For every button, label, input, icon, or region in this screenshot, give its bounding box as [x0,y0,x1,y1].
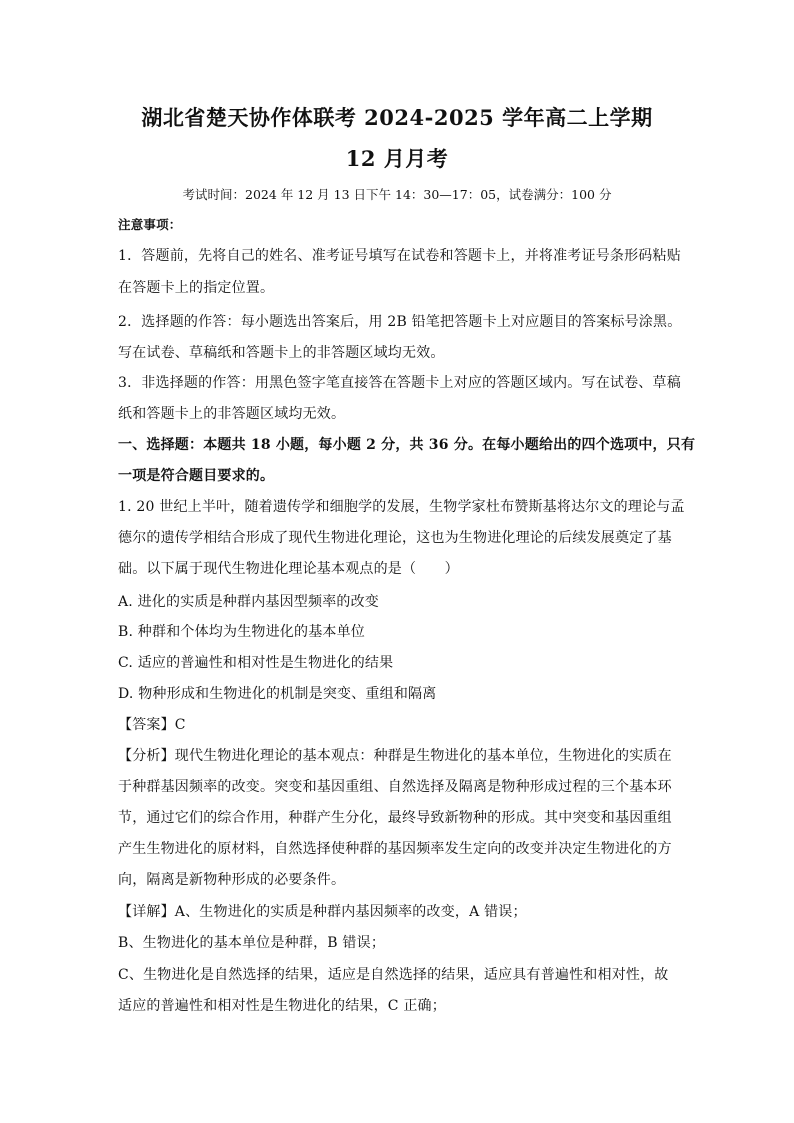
analysis-line: 【分析】现代生物进化理论的基本观点：种群是生物进化的基本单位，生物进化的实质在 [118,748,672,764]
notice-line: 在答题卡上的指定位置。 [118,280,275,296]
notice-heading: 注意事项： [118,217,182,232]
explanation-line: 适应的普遍性和相对性是生物进化的结果，C 正确； [118,998,446,1014]
exam-time-info: 考试时间：2024 年 12 月 13 日下午 14：30—17：05，试卷满分：100 分 [182,187,612,202]
explanation-line: 【详解】A、生物进化的实质是种群内基因频率的改变，A 错误； [118,904,527,920]
notice-line: 纸和答题卡上的非答题区域均无效。 [118,406,346,422]
option-a: A. 进化的实质是种群内基因型频率的改变 [118,594,380,610]
question-stem: 1. 20 世纪上半叶，随着遗传学和细胞学的发展，生物学家杜布赞斯基将达尔文的理论与孟 [118,499,685,515]
question-stem: 础。以下属于现代生物进化理论基本观点的是（ ） [118,561,459,577]
analysis-line: 节，通过它们的综合作用，种群产生分化，最终导致新物种的形成。其中突变和基因重组 [118,810,672,826]
analysis-line: 于种群基因频率的改变。突变和基因重组、自然选择及隔离是物种形成过程的三个基本环 [118,779,672,795]
option-d: D. 物种形成和生物进化的机制是突变、重组和隔离 [118,686,437,702]
section-heading: 一项是符合题目要求的。 [118,468,275,484]
analysis-line: 向，隔离是新物种形成的必要条件。 [118,872,346,888]
analysis-line: 产生生物进化的原材料，自然选择使种群的基因频率发生定向的改变并决定生物进化的方 [118,841,672,857]
exam-title-line2: 12 月月考 [345,146,449,171]
notice-line: 3．非选择题的作答：用黑色签字笔直接答在答题卡上对应的答题区域内。写在试卷、草稿 [118,375,681,391]
answer-line: 【答案】C [118,717,186,733]
question-stem: 德尔的遗传学相结合形成了现代生物进化理论，这也为生物进化理论的后续发展奠定了基 [118,530,672,546]
explanation-line: B、生物进化的基本单位是种群，B 错误； [118,935,386,951]
explanation-line: C、生物进化是自然选择的结果，适应是自然选择的结果，适应具有普遍性和相对性，故 [118,967,669,983]
option-c: C. 适应的普遍性和相对性是生物进化的结果 [118,655,394,671]
option-b: B. 种群和个体均为生物进化的基本单位 [118,624,365,640]
notice-line: 2．选择题的作答：每小题选出答案后，用 2B 铅笔把答题卡上对应题目的答案标号涂黑。 [118,314,682,330]
exam-title-line1: 湖北省楚天协作体联考 2024-2025 学年高二上学期 [141,105,653,130]
notice-line: 1．答题前，先将自己的姓名、准考证号填写在试卷和答题卡上，并将准考证号条形码粘贴 [118,248,681,264]
section-heading: 一、选择题：本题共 18 小题，每小题 2 分，共 36 分。在每小题给出的四个选项中，只有 [118,437,696,453]
notice-line: 写在试卷、草稿纸和答题卡上的非答题区域均无效。 [118,345,445,361]
